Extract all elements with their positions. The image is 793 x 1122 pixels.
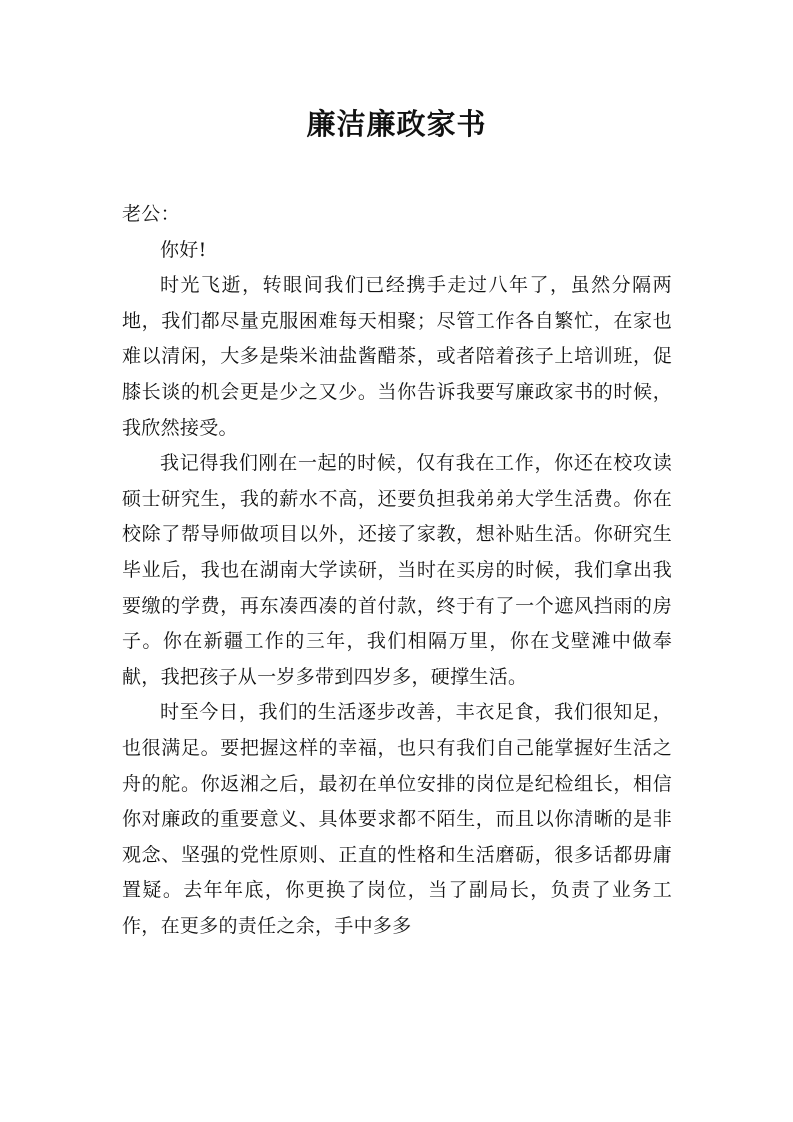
salutation: 老公： xyxy=(122,203,180,225)
paragraph-3: 时至今日，我们的生活逐步改善，丰衣足食，我们很知足，也很满足。要把握这样的幸福，也只有我们自己能掌握好生活之舟的舵。你返湘之后，最初在单位安排的岗位是纪检组长，相信你对廉政的重要意义、具体要求都不陌生，而且以你清晰的是非观念、坚强的党性原则、正直的性格和生活磨砺，很多话都毋庸置疑。去年年底，你更换了岗位，当了副局长，负责了业务工作，在更多的责任之余，手中多多 xyxy=(122,701,672,937)
document-title: 廉洁廉政家书 xyxy=(306,107,487,141)
greeting: 你好! xyxy=(160,238,207,261)
letter-body xyxy=(122,197,672,944)
paragraph-2: 我记得我们刚在一起的时候，仅有我在工作，你还在校攻读硕士研究生，我的薪水不高，还要负担我弟弟大学生活费。你在校除了帮导师做项目以外，还接了家教，想补贴生活。你研究生毕业后，我也在湖南大学读研，当时在买房的时候，我们拿出我要缴的学费，再东凑西凑的首付款，终于有了一个遮风挡雨的房子。你在新疆工作的三年，我们相隔万里，你在戈壁滩中做奉献，我把孩子从一岁多带到四岁多，硬撑生活。 xyxy=(122,452,672,688)
paragraph-1: 时光飞逝，转眼间我们已经携手走过八年了，虽然分隔两地，我们都尽量克服困难每天相聚；尽管工作各自繁忙，在家也难以清闲，大多是柴米油盐酱醋茶，或者陪着孩子上培训班，促膝长谈的机会更是少之又少。当你告诉我要写廉政家书的时候，我欣然接受。 xyxy=(122,274,672,439)
